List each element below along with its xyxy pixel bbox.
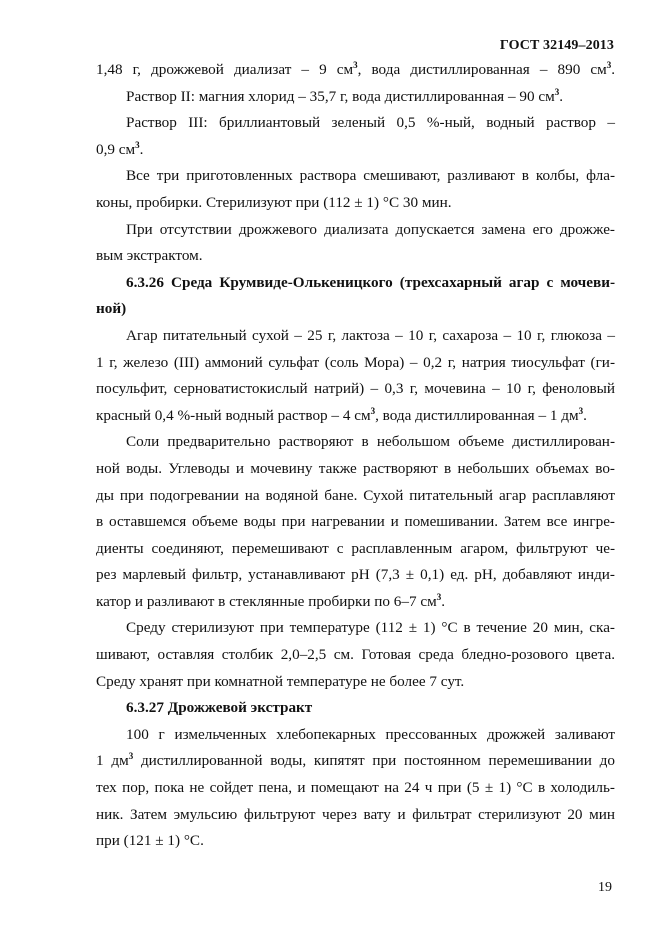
text-line: вым экстрактом. <box>96 247 203 265</box>
section-heading-text: 6.3.26 Среда Крумвиде-Олькеницкого (трехсахарный агар с мочеви- <box>126 273 615 291</box>
text-line: Среду стерилизуют при температуре (112 ± 1) °С в течение 20 мин, ска- <box>126 619 615 637</box>
text-line: 1 $дм^3$ дистиллированной воды, кипятят при постоянном перемешивании до <box>96 751 615 770</box>
page-number: 19 <box>598 880 612 895</box>
text-line: красный 0,4 %-ный водный раствор – 4 $см^3$, вода дистиллированная – 1 $дм^3$. <box>96 405 587 424</box>
section-heading <box>96 270 615 297</box>
text-line: в оставшемся объеме воды при нагревании и помешивании. Затем все ингре- <box>96 513 615 531</box>
text-line: При отсутствии дрожжевого диализата допускается замена его дрожже- <box>126 220 615 238</box>
section-heading <box>96 296 615 323</box>
text-line: при (121 ± 1) °С. <box>96 832 204 850</box>
text-line: тех пор, пока не сойдет пена, и помещают на 24 ч при (5 ± 1) °С в холодиль- <box>96 779 615 797</box>
text-line: шивают, оставляя столбик 2,0–2,5 см. Готовая среда бледно-розового цвета. <box>96 646 615 664</box>
section-heading-text: 6.3.27 Дрожжевой экстракт <box>126 699 313 717</box>
text-line: Раствор II: магния хлорид – 35,7 г, вода дистиллированная – 90 $см^3$. <box>126 86 563 105</box>
section-heading <box>96 695 615 722</box>
text-line: Среду хранят при комнатной температуре не более 7 сут. <box>96 672 465 690</box>
text-line: Раствор III: бриллиантовый зеленый 0,5 %-ный, водный раствор – <box>126 114 615 132</box>
body-text <box>96 57 615 855</box>
text-line: 1 г, железо (III) аммоний сульфат (соль Мора) – 0,2 г, натрия тиосульфат (ги- <box>96 353 615 371</box>
text-line: Агар питательный сухой – 25 г, лактоза – 10 г, сахароза – 10 г, глюкоза – <box>126 326 615 344</box>
text-line: коны, пробирки. Стерилизуют при (112 ± 1) °С 30 мин. <box>96 193 452 211</box>
text-line: посульфит, серноватистокислый натрий) – 0,3 г, мочевина – 10 г, феноловый <box>96 380 615 398</box>
text-line: рез марлевый фильтр, устанавливают рН (7,3 ± 0,1) ед. рН, добавляют инди- <box>96 566 615 584</box>
section-heading-text: ной) <box>96 300 127 318</box>
standard-header: ГОСТ 32149–2013 <box>499 38 614 53</box>
text-line: 0,9 $см^3$. <box>96 139 144 158</box>
text-line: ды при подогревании на водяной бане. Сухой питательный агар расплавляют <box>96 486 615 504</box>
text-line: Соли предварительно растворяют в небольшом объеме дистиллирован- <box>126 433 615 451</box>
text-line: диенты соединяют, перемешивают с расплавленным агаром, фильтруют че- <box>96 539 615 557</box>
text-line: ник. Затем эмульсию фильтруют через вату и фильтрат стерилизуют 20 мин <box>96 805 615 823</box>
text-line: катор и разливают в стеклянные пробирки по 6–7 $см^3$. <box>96 591 446 610</box>
text-line: Все три приготовленных раствора смешивают, разливают в колбы, фла- <box>126 167 615 185</box>
text-line: ной воды. Углеводы и мочевину также растворяют в небольших объемах во- <box>96 459 615 477</box>
text-line: 100 г измельченных хлебопекарных прессованных дрожжей заливают <box>126 725 615 743</box>
text-line: 1,48 г, дрожжевой диализат – 9 $см^3$, вода дистиллированная – 890 $см^3$. <box>96 60 616 78</box>
